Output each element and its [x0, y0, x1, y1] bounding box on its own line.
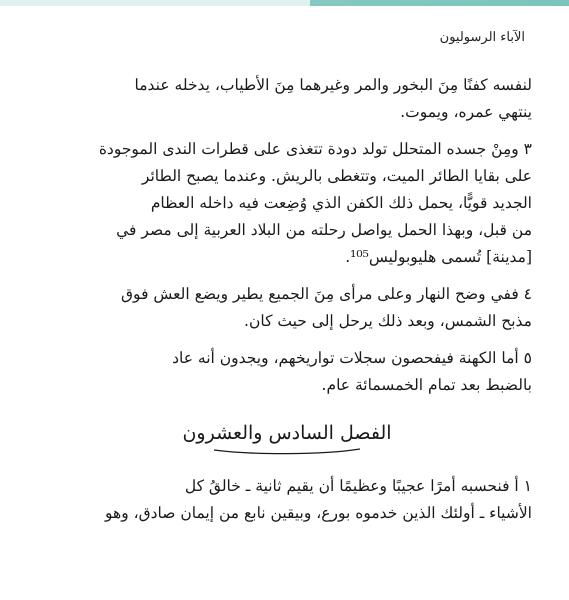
text-line: ٤ ففي وضح النهار وعلى مرأى مِنَ الجميع يطير ويضع العش فوق: [121, 285, 532, 303]
chapter-title-text: الفصل السادس والعشرون: [182, 422, 392, 444]
text-line: الجديد قويًّا، يحمل ذلك الكفن الذي وُضِعت فيه داخله العظام: [150, 194, 532, 212]
paragraph: [42, 345, 532, 399]
paragraph: [42, 72, 532, 126]
paragraph: [42, 136, 532, 271]
chapter-heading: [42, 419, 532, 455]
text-line: ينتهي عمره، ويموت.: [400, 103, 532, 121]
text-line: ٥ أما الكهنة فيفحصون سجلات تواريخهم، ويجدون أنه عاد: [172, 349, 532, 367]
text-line: من قبل، وبهذا الحمل يواصل رحلته من البلاد العربية إلى مصر في: [116, 221, 532, 239]
text-line: لنفسه كفنًا مِنَ البخور والمر وغيرهما مِنَ الأطياب، يدخله عندما: [134, 76, 532, 94]
top-color-bar: [0, 0, 569, 6]
page-body: [42, 72, 532, 537]
running-head: الآباء الرسوليون: [439, 30, 525, 45]
text-line: الأشياء ـ أولئك الذين خدموه بورع، وبيقين نابع من إيمان صادق، وهو: [105, 504, 532, 522]
swash-underline-ornament: [212, 447, 362, 455]
text-line: مذبح الشمس، وبعد ذلك يرحل إلى حيث كان.: [244, 312, 532, 330]
paragraph: [42, 473, 532, 527]
text-line: على بقايا الطائر الميت، وتتغطى بالريش. وعندما يصبح الطائر: [141, 167, 532, 185]
text-line: بالضبط بعد تمام الخمسمائة عام.: [321, 376, 532, 394]
paragraph: [42, 281, 532, 335]
text-line: ١ أ فنحسبه أمرًا عجيبًا وعظيمًا أن يقيم ثانية ـ خالقُ كل: [184, 477, 532, 495]
text-line: [مدينة] تُسمى هليوبوليس¹⁰⁵.: [345, 248, 532, 266]
top-color-bar-light-segment: [0, 0, 310, 6]
text-line: ٣ ومِنْ جسده المتحلل تولد دودة تتغذى على قطرات الندى الموجودة: [98, 140, 532, 158]
